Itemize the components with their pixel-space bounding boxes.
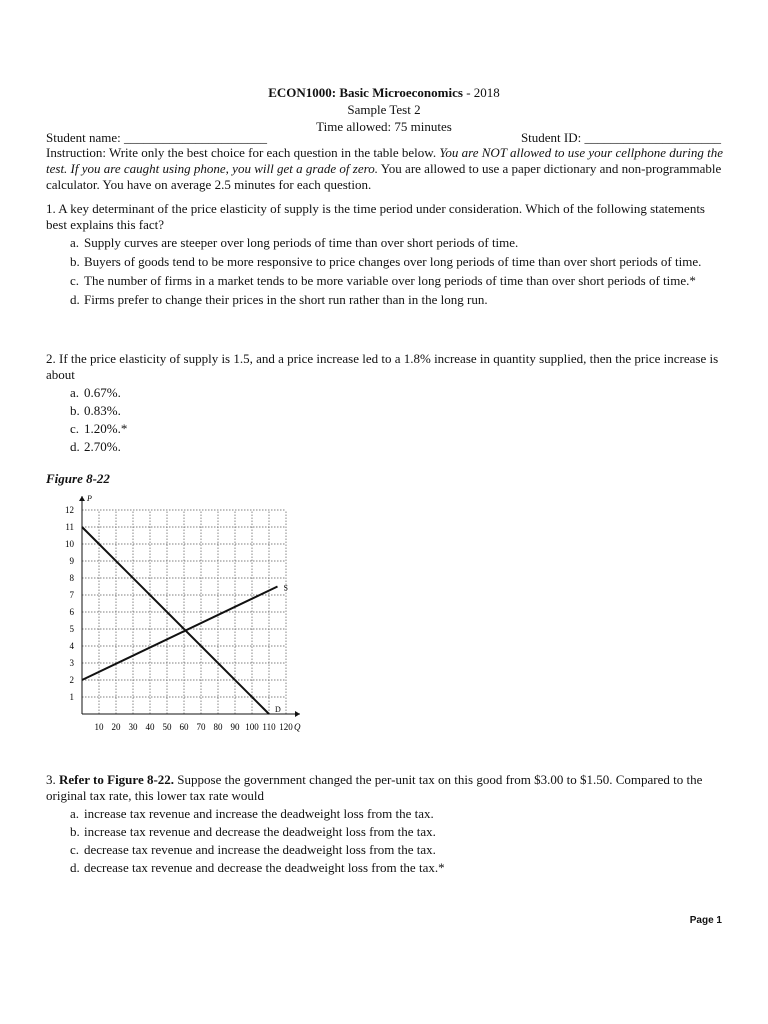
time-allowed: Time allowed: 75 minutes — [316, 119, 452, 134]
y-tick-label: 11 — [65, 522, 74, 532]
option-d — [46, 860, 726, 876]
question-stem: 1. A key determinant of the price elasticity of supply is the time period under consideration. Which of the following statements best explains this fact? — [46, 201, 705, 232]
option-text: decrease tax revenue and decrease the deadweight loss from the tax.* — [84, 860, 445, 875]
option-label: a. — [70, 806, 80, 821]
student-name-field: Student name: ______________________ — [46, 130, 267, 145]
y-tick-label: 6 — [69, 607, 74, 617]
question-3 — [46, 772, 726, 876]
question-stem — [46, 772, 726, 804]
x-tick-label: 90 — [230, 722, 240, 732]
y-tick-label: 2 — [69, 675, 74, 685]
option-list — [46, 235, 726, 308]
x-tick-label: 120 — [279, 722, 293, 732]
option-text: increase tax revenue and decrease the deadweight loss from the tax. — [84, 824, 436, 839]
x-tick-label: 50 — [162, 722, 172, 732]
option-b — [46, 824, 726, 840]
option-d — [46, 292, 726, 308]
option-label: d. — [70, 439, 80, 454]
option-label: b. — [70, 403, 80, 418]
option-label: b. — [70, 254, 80, 269]
question-stem-rest: Suppose the government changed the per-unit tax on this good from $3.00 to $1.50. Compared to the original tax rate, this lower tax rate would — [46, 772, 703, 803]
option-text: decrease tax revenue and increase the deadweight loss from the tax. — [84, 842, 436, 857]
option-text: increase tax revenue and increase the deadweight loss from the tax. — [84, 806, 434, 821]
option-label: c. — [70, 842, 80, 857]
series-line-d — [82, 527, 269, 714]
y-axis-arrow — [79, 496, 85, 501]
option-text: Supply curves are steeper over long periods of time than over short periods of time. — [84, 235, 519, 250]
option-text: Buyers of goods tend to be more responsive to price changes over long periods of time than over short periods of time. — [84, 254, 702, 269]
x-tick-label: 20 — [111, 722, 121, 732]
option-text: Firms prefer to change their prices in the short run rather than in the long run. — [84, 292, 488, 307]
option-label: c. — [70, 273, 80, 288]
chart-svg — [50, 490, 340, 740]
x-tick-label: 60 — [179, 722, 189, 732]
option-text: The number of firms in a market tends to be more variable over long periods of time than over short periods of time.* — [84, 273, 696, 288]
test-name: Sample Test 2 — [347, 102, 421, 117]
x-tick-label: 10 — [94, 722, 104, 732]
option-label: b. — [70, 824, 80, 839]
x-axis-arrow — [295, 711, 300, 717]
option-d — [46, 439, 726, 455]
instruction-warning: You are NOT allowed to use your cellphone during the test. If you are caught using phone, you will get a grade of zero. — [46, 145, 724, 176]
x-tick-label: 100 — [245, 722, 259, 732]
y-tick-label: 9 — [69, 556, 74, 566]
series-label-s: S — [283, 583, 288, 593]
option-b — [46, 254, 726, 270]
y-tick-label: 8 — [69, 573, 74, 583]
option-a — [46, 385, 726, 401]
y-tick-label: 12 — [65, 505, 74, 515]
option-list — [46, 385, 726, 455]
option-a — [46, 235, 726, 251]
option-label: d. — [70, 860, 80, 875]
x-tick-label: 80 — [213, 722, 223, 732]
question-number: 3. — [46, 772, 59, 787]
figure-reference: Refer to Figure 8-22. — [59, 772, 175, 787]
option-a — [46, 806, 726, 822]
course-title-line — [0, 84, 768, 101]
figure-title: Figure 8-22 — [46, 471, 110, 486]
question-2 — [46, 351, 726, 455]
series-line-s — [82, 587, 278, 681]
option-text: 1.20%.* — [84, 421, 128, 436]
y-tick-label: 3 — [69, 658, 74, 668]
x-tick-label: 110 — [262, 722, 276, 732]
y-axis-label: P — [87, 494, 92, 503]
student-info-row — [46, 129, 721, 146]
student-id-field: Student ID: _____________________ — [520, 130, 721, 145]
x-axis-label: Q — [294, 722, 301, 732]
x-tick-label: 40 — [145, 722, 155, 732]
instruction-part-3: You are allowed to use a paper dictionary and non-programmable calculator. You have on average 2.5 minutes for each question. — [46, 161, 722, 192]
y-tick-label: 10 — [65, 539, 74, 549]
option-label: a. — [70, 385, 80, 400]
option-label: a. — [70, 235, 80, 250]
option-list — [46, 806, 726, 876]
question-stem: 2. If the price elasticity of supply is 1.5, and a price increase led to a 1.8% increase in quantity supplied, then the price increase is about — [46, 351, 719, 382]
x-tick-label: 70 — [196, 722, 206, 732]
option-label: d. — [70, 292, 80, 307]
option-c — [46, 273, 726, 289]
course-year: - 2018 — [462, 85, 500, 100]
y-tick-label: 5 — [69, 624, 74, 634]
instruction-part-1: Instruction: Write only the best choice for each question in the table below. — [46, 145, 440, 160]
option-c — [46, 842, 726, 858]
option-c — [46, 421, 726, 437]
x-tick-label: 30 — [128, 722, 138, 732]
option-text: 0.83%. — [84, 403, 121, 418]
option-text: 0.67%. — [84, 385, 121, 400]
document-header — [0, 84, 768, 135]
page-number: Page 1 — [689, 915, 722, 926]
series-label-d: D — [275, 705, 281, 714]
question-1 — [46, 201, 726, 308]
y-tick-label: 4 — [69, 641, 74, 651]
course-title: ECON1000: Basic Microeconomics — [268, 85, 463, 100]
supply-demand-chart — [50, 490, 340, 740]
y-tick-label: 1 — [69, 692, 74, 702]
option-b — [46, 403, 726, 419]
instruction-text — [46, 145, 726, 193]
option-label: c. — [70, 421, 80, 436]
option-text: 2.70%. — [84, 439, 121, 454]
y-tick-label: 7 — [69, 590, 74, 600]
